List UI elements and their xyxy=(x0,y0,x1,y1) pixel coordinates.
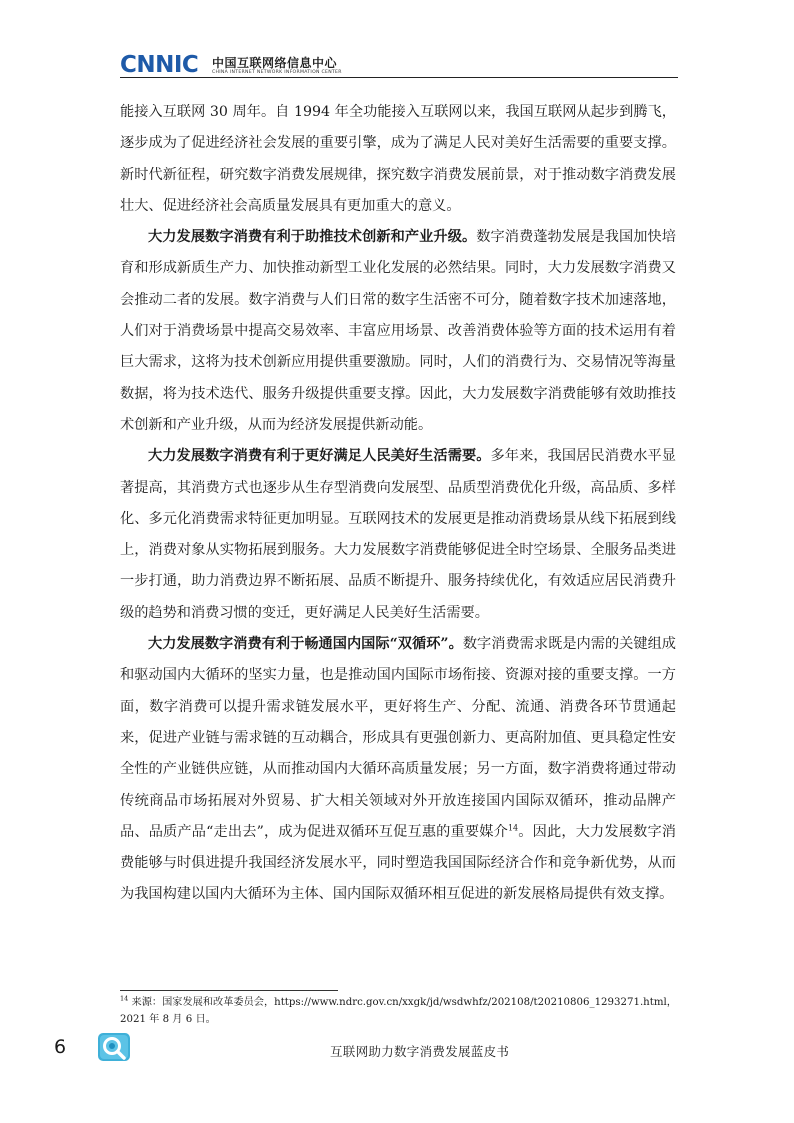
paragraph-text: 多年来，我国居民消费水平显著提高，其消费方式也逐步从生存型消费向发展型、品质型消费优化升级，高品质、多样化、多元化消费需求特征更加明显。互联网技术的发展更是推动消费场景从线下拓展到线上，消费对象从实物拓展到服务。大力发展数字消费能够促进全时空场景、全服务品类进一步打通，助力消费边界不断拓展、品质不断提升、服务持续优化，有效适应居民消费升级的趋势和消费习惯的变迁，更好满足人民美好生活需要。 xyxy=(120,448,676,621)
paragraph-better-life xyxy=(120,441,676,629)
page-number: 6 xyxy=(54,1036,67,1058)
paragraph-intro: 能接入互联网 30 周年。自 1994 年全功能接入互联网以来，我国互联网从起步到腾飞，逐步成为了促进经济社会发展的重要引擎，成为了满足人民对美好生活需要的重要支撑。新时代新征程，研究数字消费发展规律，探究数字消费发展前景，对于推动数字消费发展壮大、促进经济社会高质量发展具有更加重大的意义。 xyxy=(120,104,676,214)
footnote-ref[interactable]: 14 xyxy=(507,823,519,833)
footnote-number: 14 xyxy=(120,994,129,1003)
footnote-rule xyxy=(120,990,338,991)
paragraph-text: 。因此，大力发展数字消费能够与时俱进提升我国经济发展水平，同时塑造我国国际经济合作和竞争新优势，从而为我国构建以国内大循环为主体、国内国际双循环相互促进的新发展格局提供有效支撑。 xyxy=(120,823,676,903)
footnote xyxy=(120,994,678,1028)
paragraph-tech-innovation xyxy=(120,222,676,441)
page-header xyxy=(120,52,678,78)
org-name-en: CHINA INTERNET NETWORK INFORMATION CENTER xyxy=(212,70,342,75)
paragraph-dual-circulation xyxy=(120,629,676,911)
paragraph-text: 数字消费蓬勃发展是我国加快培育和形成新质生产力、加快推动新型工业化发展的必然结果。同时，大力发展数字消费又会推动二者的发展。数字消费与人们日常的数字生活密不可分，随着数字技术加速落地，人们对于消费场景中提高交易效率、丰富应用场景、改善消费体验等方面的技术运用有着巨大需求，这将为技术创新应用提供重要激励。同时，人们的消费行为、交易情况等海量数据，将为技术迭代、服务升级提供重要支撑。因此，大力发展数字消费能够有效助推技术创新和产业升级，从而为经济发展提供新动能。 xyxy=(120,229,676,433)
body-text xyxy=(120,97,676,911)
header-rule xyxy=(120,77,678,78)
book-title: 互联网助力数字消费发展蓝皮书 xyxy=(330,1044,510,1059)
magnifier-logo-icon xyxy=(97,1032,131,1062)
footnote-text: 来源：国家发展和改革委员会，https://www.ndrc.gov.cn/xxgk/jd/wsdwhfz/202108/t20210806_1293271.html，2021 年 8 月 6 日。 xyxy=(120,997,677,1025)
paragraph-text: 数字消费需求既是内需的关键组成和驱动国内大循环的坚实力量，也是推动国内国际市场衔接、资源对接的重要支撑。一方面，数字消费可以提升需求链发展水平，更好将生产、分配、流通、消费各环节贯通起来，促进产业链与需求链的互动耦合，形成具有更强创新力、更高附加值、更具稳定性安全性的产业链供应链，从而推动国内大循环高质量发展；另一方面，数字消费将通过带动传统商品市场拓展对外贸易、扩大相关领域对外开放连接国内国际双循环，推动品牌产品、品质产品“走出去”，成为促进双循环互促互惠的重要媒介 xyxy=(120,636,676,840)
paragraph-heading: 大力发展数字消费有利于更好满足人民美好生活需要。 xyxy=(148,448,491,465)
cnnic-logo: CNNIC xyxy=(120,52,199,78)
paragraph-heading: 大力发展数字消费有利于畅通国内国际“双循环”。 xyxy=(148,636,463,653)
paragraph-heading: 大力发展数字消费有利于助推技术创新和产业升级。 xyxy=(148,229,477,246)
org-name-cn: 中国互联网络信息中心 xyxy=(212,56,338,70)
